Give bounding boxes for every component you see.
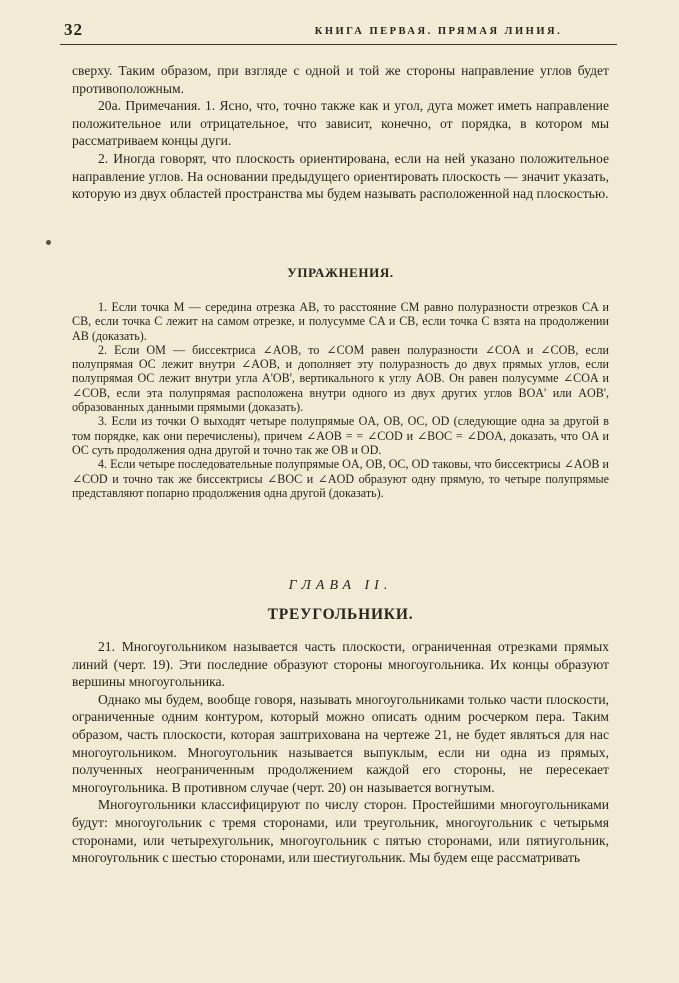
chapter-title-block: [72, 606, 609, 624]
paragraph-remark-2: 2. Иногда говорят, что плоскость ориентирована, если на ней указано положительное направление углов. На основании предыдущего ориентировать плоскость — значит указать, которую из двух областей пространства мы будем называть расположенной над плоскостью.: [72, 150, 609, 202]
exercise-item: 4. Если четыре последовательные полупрямые OA, OB, OC, OD таковы, что биссектрисы ∠AOB и ∠COD и точно так же биссектрисы ∠BOC и ∠AOD образуют одну прямую, то четыре полупрямые представляют попарно продолжения одна другой (доказать).: [72, 457, 609, 500]
chapter-text: [72, 638, 609, 867]
exercises-section: [72, 266, 609, 280]
exercise-item: 3. Если из точки O выходят четыре полупрямые OA, OB, OC, OD (следующие одна за другой в том порядке, как они перечислены), причем ∠AOB = = ∠COD и ∠BOC = ∠DOA, доказать, что OA и OC суть продолжения одна другой и точно так же OB и OD.: [72, 414, 609, 457]
chapter-paragraph-3: Многоугольники классифицируют по числу сторон. Простейшими многоугольниками будут: многоугольник с тремя сторонами, или треугольник, многоугольник с четырьмя сторонами, или четырехугольник, многоугольник с пятью сторонами, или пятиугольник, многоугольник с шестью сторонами, или шестиугольник. Мы будем еще рассматривать: [72, 797, 609, 866]
chapter-heading: [72, 578, 609, 594]
running-title: КНИГА ПЕРВАЯ. ПРЯМАЯ ЛИНИЯ.: [314, 26, 563, 37]
exercises-heading: УПРАЖНЕНИЯ.: [287, 265, 394, 280]
top-section: [72, 62, 609, 203]
chapter-paragraph-2: Однако мы будем, вообще говоря, называть многоугольниками только части плоскости, ограниченные одним контуром, который можно описать одним росчерком пера. Таким образом, часть плоскости, которая заштрихована на чертеже 21, не будет являться для нас многоугольником. Многоугольник называется выпуклым, если ни одна из прямых, полученных неограниченным продолжением каждой его стороны, не пересекает многоугольника. В противном случае (черт. 20) он называется вогнутым.: [72, 691, 609, 795]
chapter-title: ТРЕУГОЛЬНИКИ.: [267, 606, 414, 623]
exercise-item: 1. Если точка M — середина отрезка AB, то расстояние CM равно полуразности отрезков CA и CB, если точка C лежит на самом отрезке, и полусумме CA и CB, если точка C взята на продолжении AB (доказать).: [72, 300, 609, 343]
chapter-paragraph-21: 21. Многоугольником называется часть плоскости, ограниченная отрезками прямых линий (черт. 19). Эти последние образуют стороны многоугольника. Их концы образуют вершины многоугольника.: [72, 639, 609, 690]
exercises-list: [72, 300, 609, 500]
margin-mark: [46, 240, 51, 245]
page-number: 32: [64, 20, 83, 39]
chapter-label: ГЛАВА II.: [288, 578, 393, 593]
paragraph-continuation: сверху. Таким образом, при взгляде с одной и той же стороны направление углов будет противоположным.: [72, 63, 609, 96]
page-header: [60, 18, 617, 45]
exercise-item: 2. Если OM — биссектриса ∠AOB, то ∠COM равен полуразности ∠COA и ∠COB, если полупрямая OC лежит внутри ∠AOB, и дополняет эту полуразность до двух прямых углов, если полупрямая OC лежит внутри угла A'OB', вертикального к углу AOB. Он равен полусумме ∠COA и ∠COB, если эта полупрямая расположена внутри одного из двух других углов BOA' или AOB', образованных данными прямыми (доказать).: [72, 342, 609, 415]
paragraph-remark-1: 20а. Примечания. 1. Ясно, что, точно также как и угол, дуга может иметь направление положительное или отрицательное, что зависит, конечно, от порядка, в котором мы рассматриваем концы дуги.: [72, 98, 609, 149]
